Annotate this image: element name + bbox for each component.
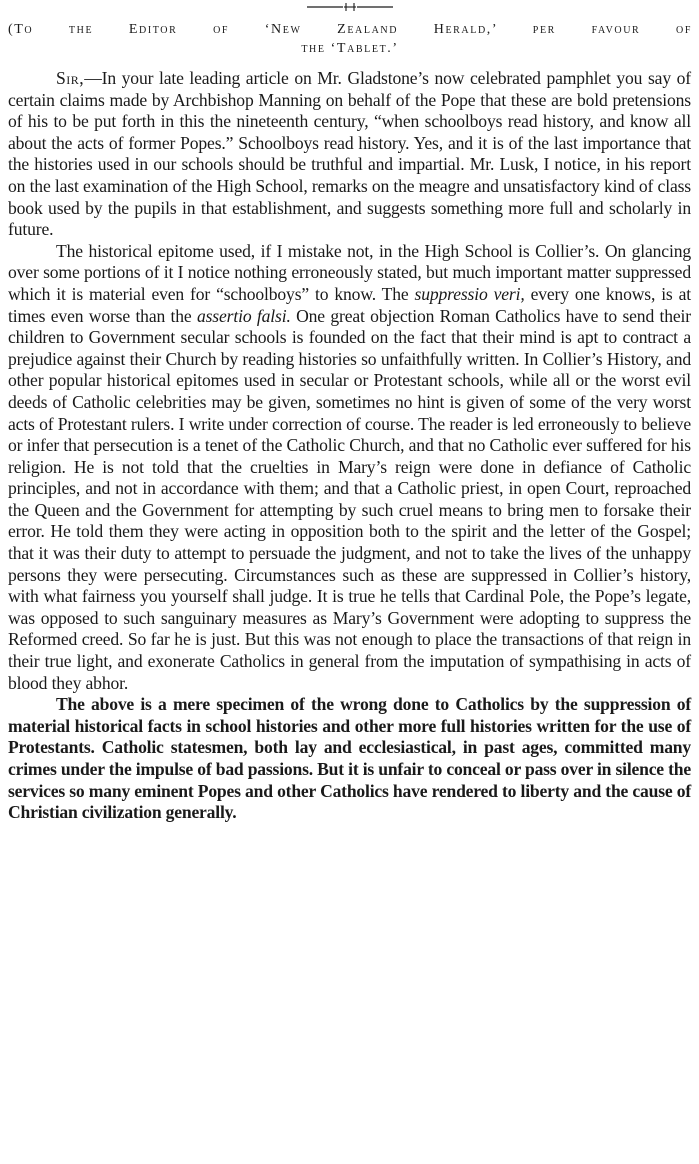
paragraph-2-text-c: One great objection Roman Catholics have to send their children to Government secular schools is founded on the fact that their mind is apt to contract a prejudice against their Church by reading histories so unfaithfully written. In Collier’s History, and other popular historical epitomes used in secular or Protestant schools, while all or the worst evil deeds of Catholic celebrities may be given, sometimes no hint is given of some of the very worst acts of Protestant rulers. I write under correction of course. The reader is led erroneously to believe or infer that persecution is a tenet of the Catholic Church, and that no Catholic ever suffered for his religion. He is not told that the cruelties in Mary’s reign were done in defiance of Catholic principles, and not in accordance with them; and that a Catholic priest, in open Court, reproached the Queen and the Government for attempting by such cruel means to bring men to forsake their error. He told them they were acting in opposition both to the spirit and the letter of the Gospel; that it was their duty to attempt to persuade the judgment, and not to take the lives of the unhappy persons they were persecuting. Circumstances such as these are suppressed in Collier’s history, with what fairness you yourself shall judge. It is true he tells that Cardinal Pole, the Pope’s legate, was opposed to such sanguinary measures as Mary’s Government were adopting to suppress the Reformed creed. So far he is just. But this was not enough to place the transactions of that reign in their true light, and exonerate Catholics in general from the imputation of sympathising in acts of blood they abhor. <box>8 305 691 693</box>
paragraph-2-text-b: every one knows, is at times even worse than the <box>8 283 691 326</box>
paragraph-3: The above is a mere specimen of the wrong done to Catholics by the suppression of material historical facts in school histories and other more full histories written for the use of Protestants. Catholic statesmen, both lay and ecclesiastical, in past ages, committed many crimes under the impulse of bad passions. But it is unfair to conceal or pass over in silence the services so many eminent Popes and other Catholics have rendered to liberty and the cause of Christian civilization generally. <box>8 694 691 823</box>
heading-line-2: the ‘Tablet.’ <box>301 41 399 56</box>
salutation: Sir, <box>56 68 85 88</box>
letter-body <box>8 68 691 824</box>
section-divider-ornament <box>0 0 699 16</box>
paragraph-2-text-a: The historical epitome used, if I mistake not, in the High School is Collier’s. On glancing over some portions of it I notice nothing erroneously stated, but much important matter suppressed which it is material even for “schoolboys” to know. The <box>8 240 691 304</box>
paragraph-1 <box>8 68 691 241</box>
heading-line-1: (To the Editor of ‘New Zealand Herald,’ per favour of <box>8 22 692 37</box>
paragraph-1-text: —In your late leading article on Mr. Gladstone’s now celebrated pamphlet you say of certain claims made by Archbishop Manning on behalf of the Pope that these are bold pretensions of his to be put forth in this the nineteenth century, “when schoolboys read history, and know all about the acts of former Popes.” Schoolboys read history. Yes, and it is of the last importance that the histories used in our schools should be truthful and impartial. Mr. Lusk, I notice, in his report on the last examination of the High School, remarks on the meagre and unsatisfactory kind of class book used by the pupils in that establishment, and suggests something more full and scholarly in future. <box>8 68 691 240</box>
divider-rule-icon <box>305 0 395 14</box>
letter-heading <box>8 20 692 58</box>
latin-phrase-suppressio: suppressio veri, <box>414 283 525 304</box>
latin-phrase-assertio: assertio falsi. <box>196 305 291 326</box>
paragraph-2 <box>8 241 691 694</box>
